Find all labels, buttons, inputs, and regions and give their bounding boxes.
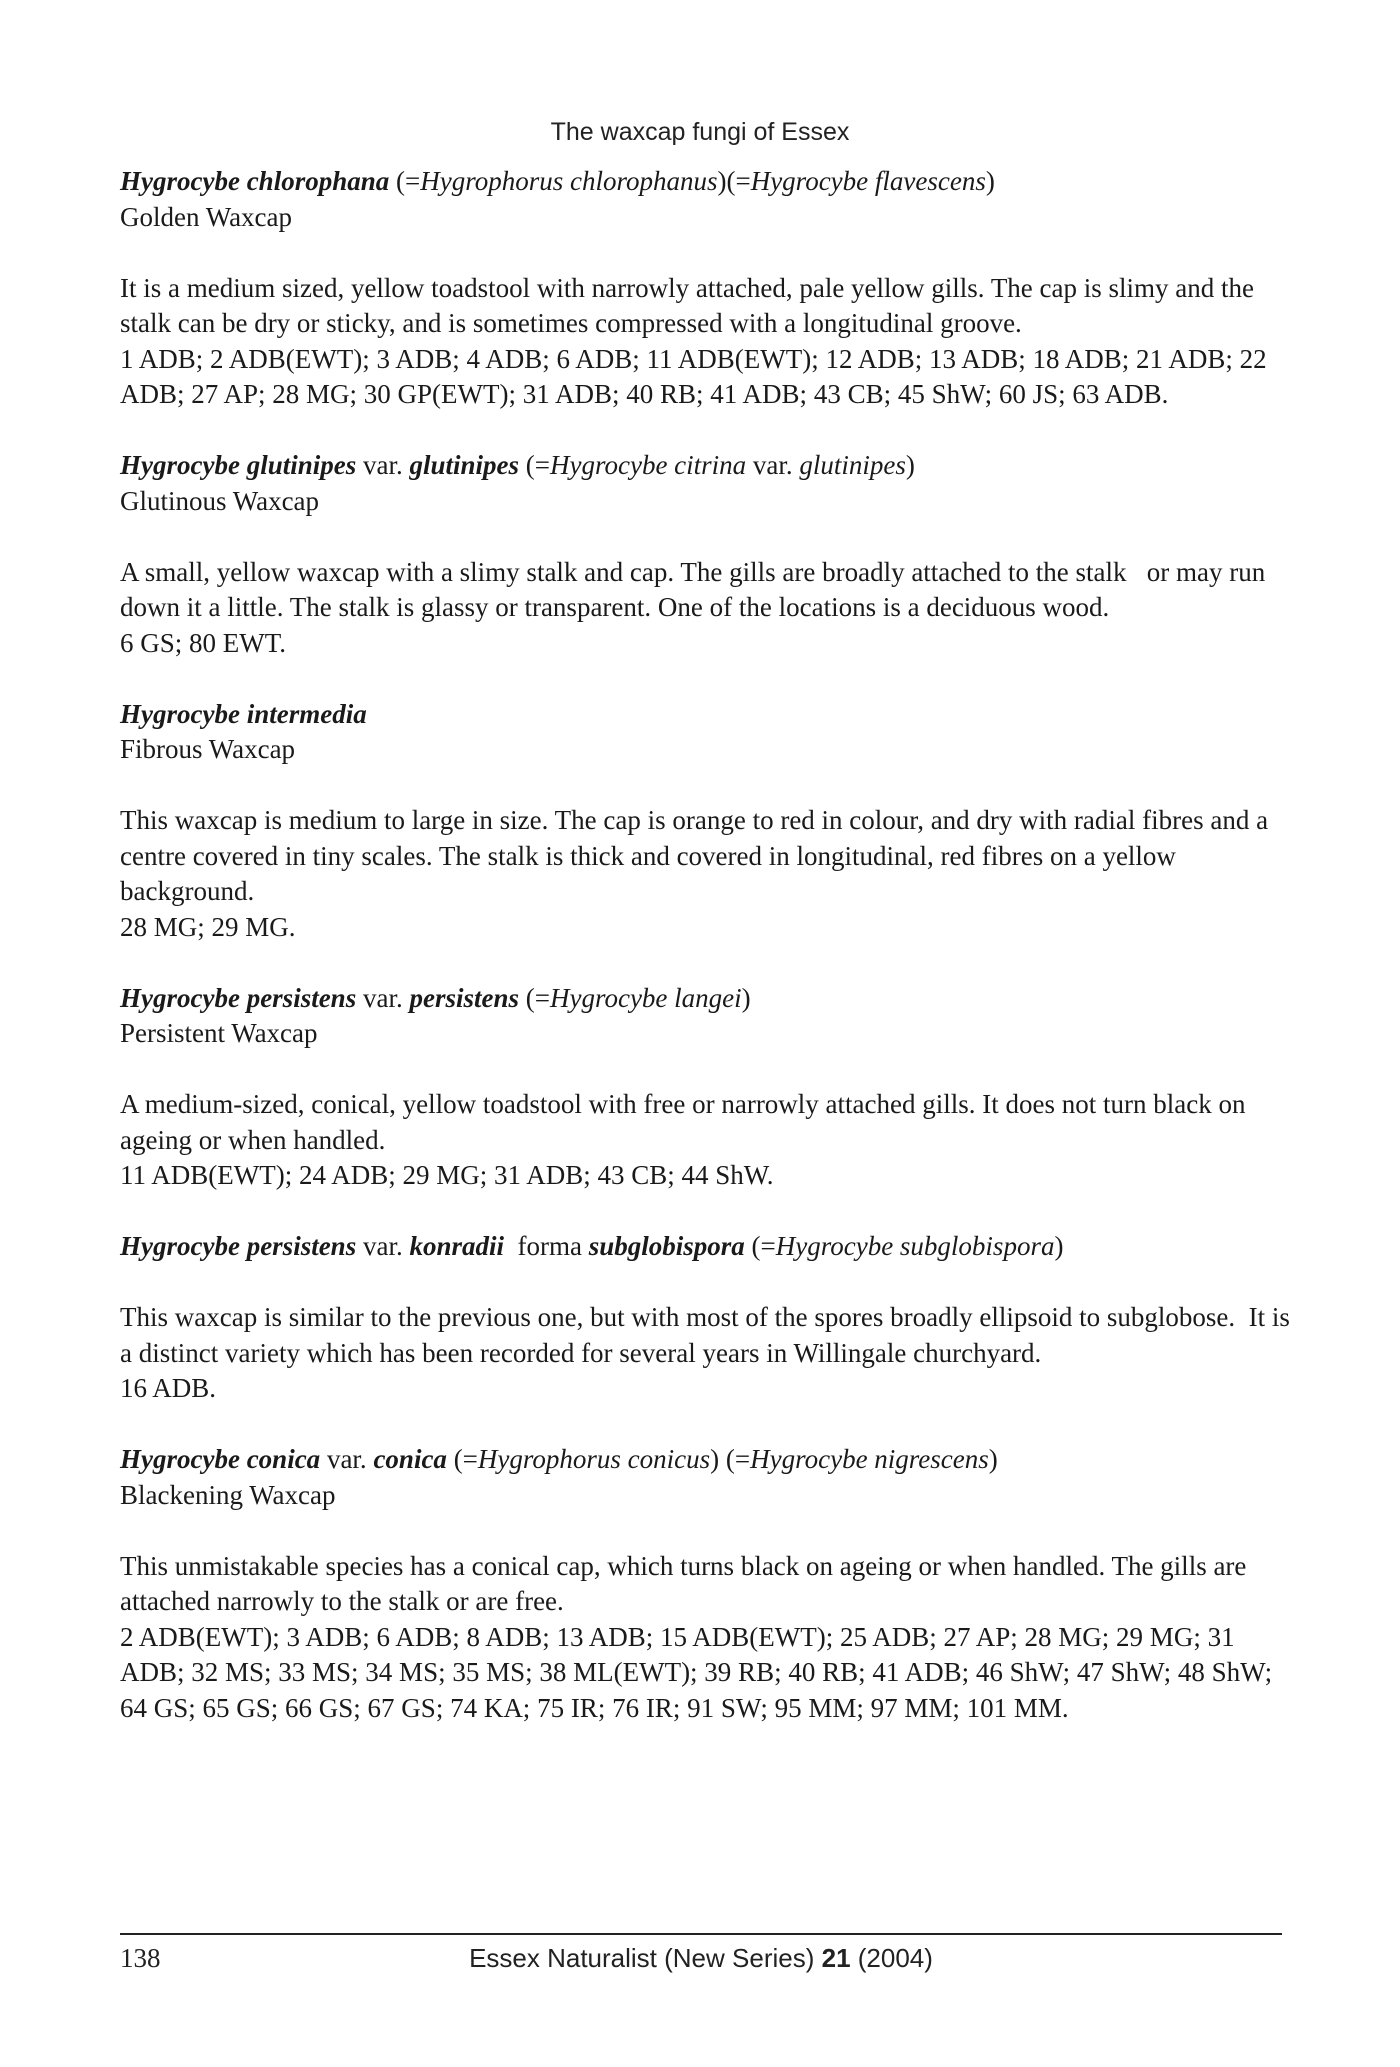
species-title xyxy=(120,697,1290,733)
species-description: This waxcap is similar to the previous one, but with most of the spores broadly ellipsoid to subglobose. It is a distinct variety which has been recorded for several years in Willingale churchyard. xyxy=(120,1302,1297,1368)
footer-rule xyxy=(120,1933,1282,1935)
scientific-name-text: Hygrocybe persistens xyxy=(120,982,357,1013)
journal-citation xyxy=(120,1943,1282,1974)
scientific-name-bold xyxy=(120,450,356,480)
title-connector: var. xyxy=(356,450,410,480)
synonym-name: Hygrocybe langei xyxy=(549,982,742,1013)
scientific-name-bold xyxy=(120,1444,320,1474)
species-entry xyxy=(120,981,1290,1194)
synonym-name: Hygrophorus conicus xyxy=(477,1444,711,1474)
synonym-name: Hygrocybe flavescens xyxy=(750,166,986,196)
synonym-name: glutinipes xyxy=(799,450,906,480)
title-connector: ) xyxy=(988,1444,998,1474)
common-name: Golden Waxcap xyxy=(120,201,293,232)
title-connector: forma xyxy=(504,1231,589,1261)
species-description: A small, yellow waxcap with a slimy stalk and cap. The gills are broadly attached to the stalk or may run down it a little. The stalk is glassy or transparent. One of the locations is a deciduous wood. xyxy=(120,556,1272,622)
title-connector: ) xyxy=(905,450,915,480)
paragraph-gap xyxy=(120,519,1290,555)
title-connector: ) xyxy=(741,982,751,1013)
scientific-name-text: subglobispora xyxy=(588,1231,745,1261)
journal-name: Essex Naturalist (New Series) xyxy=(469,1943,822,1973)
title-connector: ) xyxy=(1054,1231,1064,1261)
running-head: The waxcap fungi of Essex xyxy=(550,118,850,146)
paragraph-gap xyxy=(120,768,1290,804)
title-connector: (= xyxy=(519,982,550,1013)
scientific-name-bold xyxy=(120,1231,356,1261)
scientific-name-text: konradii xyxy=(409,1231,504,1261)
title-connector: (= xyxy=(519,450,550,480)
scientific-name-bold xyxy=(409,983,519,1013)
title-connector: (= xyxy=(389,166,421,196)
title-connector: var. xyxy=(356,1231,410,1261)
scientific-name-bold xyxy=(120,166,389,196)
paragraph-gap xyxy=(120,1052,1290,1088)
scientific-name-bold xyxy=(120,699,367,729)
species-description: This unmistakable species has a conical cap, which turns black on ageing or when handled. The gills are attached narrowly to the stalk or are free. xyxy=(120,1550,1254,1616)
site-records: 2 ADB(EWT); 3 ADB; 6 ADB; 8 ADB; 13 ADB; 15 ADB(EWT); 25 ADB; 27 AP; 28 MG; 29 MG; 31 ADB; 32 MS; 33 MS; 34 MS; 35 MS; 38 ML(EWT); 39 RB; 40 RB; 41 ADB; 46 ShW; 47 ShW; 48 ShW; 64 GS; 65 GS; 66 GS; 67 GS; 74 KA; 75 IR; 76 IR; 91 SW; 95 MM; 97 MM; 101 MM. xyxy=(120,1621,1273,1723)
site-records: 11 ADB(EWT); 24 ADB; 29 MG; 31 ADB; 43 CB; 44 ShW. xyxy=(120,1160,774,1190)
title-connector: ) xyxy=(985,166,995,196)
scientific-name-bold xyxy=(373,1444,447,1474)
common-name: Persistent Waxcap xyxy=(120,1018,318,1048)
page-footer xyxy=(120,1943,1282,1979)
species-list xyxy=(120,164,1297,1762)
title-connector: )(= xyxy=(717,166,751,196)
scientific-name-bold xyxy=(589,1231,745,1261)
species-title xyxy=(120,1442,1290,1478)
species-description: This waxcap is medium to large in size. The cap is orange to red in colour, and dry with radial fibres and a centre covered in tiny scales. The stalk is thick and covered in longitudinal, red fibres on a yellow background. xyxy=(120,805,1275,906)
site-records: 6 GS; 80 EWT. xyxy=(120,627,286,658)
scientific-name-text: Hygrocybe intermedia xyxy=(120,698,367,729)
title-connector: var. xyxy=(320,1444,374,1474)
synonym-name: Hygrocybe citrina xyxy=(549,450,747,480)
common-name: Glutinous Waxcap xyxy=(120,485,320,516)
species-entry xyxy=(120,1229,1297,1407)
species-title xyxy=(120,981,1290,1017)
scientific-name-text: Hygrocybe glutinipes xyxy=(120,450,357,480)
site-records: 1 ADB; 2 ADB(EWT); 3 ADB; 4 ADB; 6 ADB; 11 ADB(EWT); 12 ADB; 13 ADB; 18 ADB; 21 ADB; 22 ADB; 27 AP; 28 MG; 30 GP(EWT); 31 ADB; 40 RB; 41 ADB; 43 CB; 45 ShW; 60 JS; 63 ADB. xyxy=(120,343,1267,409)
scientific-name-text: persistens xyxy=(409,982,519,1013)
synonym-name: Hygrocybe subglobispora xyxy=(775,1231,1055,1261)
common-name: Fibrous Waxcap xyxy=(120,734,296,764)
species-entry xyxy=(120,697,1290,946)
common-name: Blackening Waxcap xyxy=(120,1479,336,1510)
species-title xyxy=(120,448,1290,484)
scientific-name-bold xyxy=(120,983,356,1013)
scientific-name-bold xyxy=(409,450,519,480)
title-connector: (= xyxy=(446,1444,478,1474)
species-description: A medium-sized, conical, yellow toadstool with free or narrowly attached gills. It does not turn black on ageing or when handled. xyxy=(120,1089,1253,1155)
synonym-name: Hygrocybe nigrescens xyxy=(750,1444,989,1474)
species-entry xyxy=(120,448,1290,661)
title-connector: ) (= xyxy=(710,1444,751,1474)
journal-volume: 21 xyxy=(821,1943,851,1973)
title-connector: (= xyxy=(744,1231,776,1261)
paragraph-gap xyxy=(120,235,1290,271)
scientific-name-text: Hygrocybe conica xyxy=(120,1444,321,1474)
paragraph-gap xyxy=(120,1265,1290,1301)
synonym-name: Hygrophorus chlorophanus xyxy=(420,166,718,196)
species-description: It is a medium sized, yellow toadstool with narrowly attached, pale yellow gills. The cap is slimy and the stalk can be dry or sticky, and is sometimes compressed with a longitudinal groove. xyxy=(120,272,1261,338)
species-title xyxy=(120,164,1290,200)
scientific-name-text: conica xyxy=(373,1444,447,1474)
page-number: 138 xyxy=(120,1943,161,1973)
scientific-name-text: glutinipes xyxy=(409,450,520,480)
species-entry xyxy=(120,1442,1290,1726)
paragraph-gap xyxy=(120,1513,1290,1549)
site-records: 16 ADB. xyxy=(120,1373,217,1403)
title-connector: var. xyxy=(746,450,800,480)
scientific-name-bold xyxy=(409,1231,504,1261)
scientific-name-text: Hygrocybe persistens xyxy=(120,1231,357,1261)
journal-year: (2004) xyxy=(850,1943,933,1973)
site-records: 28 MG; 29 MG. xyxy=(120,911,296,942)
species-title xyxy=(120,1229,1290,1265)
scientific-name-text: Hygrocybe chlorophana xyxy=(120,166,390,196)
species-entry xyxy=(120,164,1290,413)
title-connector: var. xyxy=(356,982,410,1013)
